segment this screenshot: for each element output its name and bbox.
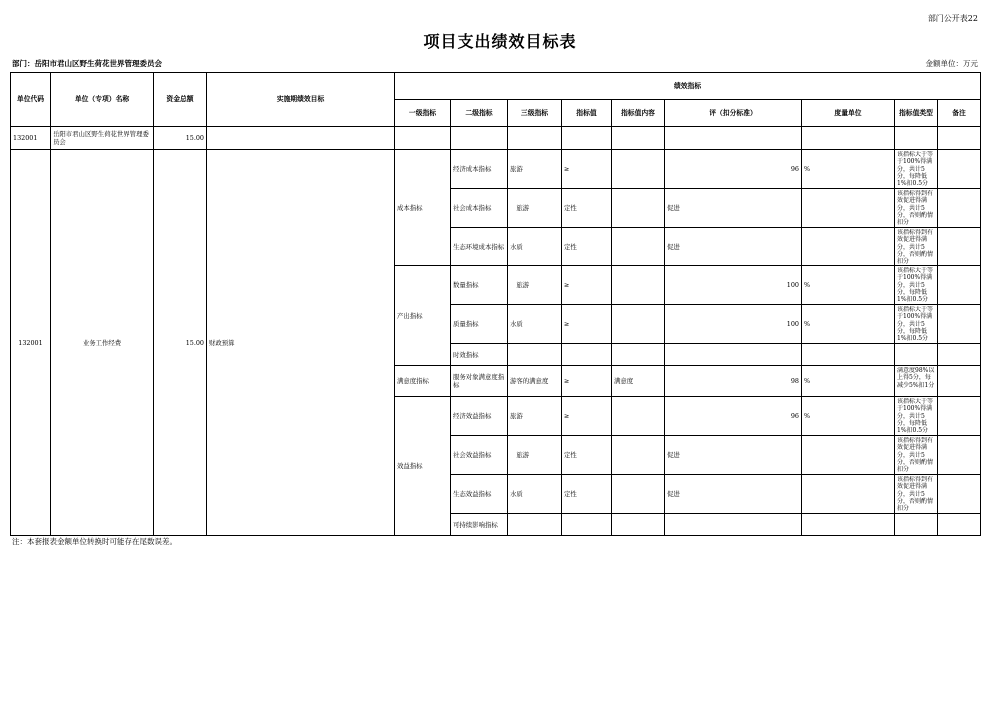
measure-unit: [802, 228, 895, 266]
level2-indicator: 经济成本指标: [451, 150, 508, 189]
measure-unit: %: [802, 266, 895, 305]
value-type-text: 满意度98%以上得5分，每减少5%扣1分: [897, 367, 935, 389]
level1-indicator: 成本指标: [395, 150, 451, 266]
level2-indicator: 生态环境成本指标: [451, 228, 508, 266]
value-type: [895, 344, 938, 366]
indicator-value-content: [612, 305, 665, 344]
remark: [938, 475, 981, 514]
measure-unit: [802, 475, 895, 514]
header-scoring: 评（扣分标准）: [665, 100, 802, 127]
measure-unit: %: [802, 366, 895, 397]
scoring-standard: 促进: [665, 436, 802, 475]
indicator-value-content: [612, 344, 665, 366]
scoring-standard: 促进: [665, 189, 802, 228]
project-code: 132001: [11, 150, 51, 536]
indicator-value-content: [612, 475, 665, 514]
header-goal: 实施期绩效目标: [207, 73, 395, 127]
indicator-value: ≥: [562, 366, 612, 397]
header-remark: 备注: [938, 100, 981, 127]
remark: [938, 305, 981, 344]
header-value-type: 指标值类型: [895, 100, 938, 127]
measure-unit: [802, 189, 895, 228]
level2-indicator: 经济效益指标: [451, 397, 508, 436]
level1-indicator: 满意度指标: [395, 366, 451, 397]
scoring-standard: 96: [665, 150, 802, 189]
page-corner-label: 部门公开表22: [927, 14, 978, 23]
header-total-funds: 资金总额: [154, 73, 207, 127]
scoring-standard: 促进: [665, 475, 802, 514]
indicator-value-content: [612, 514, 665, 536]
level2-indicator: 社会成本指标: [451, 189, 508, 228]
header-level1: 一级指标: [395, 100, 451, 127]
indicator-value-content: [612, 189, 665, 228]
scoring-standard: 促进: [665, 228, 802, 266]
value-type: [895, 514, 938, 536]
measure-unit: %: [802, 305, 895, 344]
level3-indicator: 旅游: [508, 436, 562, 475]
value-type-text: 该指标得到有效促进得满分，共计5分，否则酌情扣分: [897, 190, 934, 227]
level2-indicator: 数量指标: [451, 266, 508, 305]
header-level3: 三级指标: [508, 100, 562, 127]
scoring-standard: 100: [665, 266, 802, 305]
summary-row: [11, 127, 981, 150]
indicator-row: [11, 150, 981, 189]
amount-unit-label: 金额单位：万元: [925, 59, 978, 68]
department-label: 部门：岳阳市君山区野生荷花世界管理委员会: [12, 59, 162, 68]
measure-unit: [802, 514, 895, 536]
indicator-value-content: [612, 397, 665, 436]
header-value-content: 指标值内容: [612, 100, 665, 127]
scoring-standard: [665, 514, 802, 536]
scoring-standard: [665, 344, 802, 366]
scoring-standard: 96: [665, 397, 802, 436]
indicator-value-content: [612, 436, 665, 475]
level3-indicator: 水质: [508, 475, 562, 514]
indicator-value: [562, 514, 612, 536]
remark: [938, 228, 981, 266]
level3-indicator: 旅游: [508, 397, 562, 436]
footnote: 注：本套报表金额单位转换时可能存在尾数误差。: [12, 537, 177, 546]
indicator-value: 定性: [562, 436, 612, 475]
measure-unit: %: [802, 397, 895, 436]
level2-indicator: 质量指标: [451, 305, 508, 344]
performance-goal-table: [10, 72, 981, 536]
indicator-value: 定性: [562, 228, 612, 266]
level3-indicator: 水质: [508, 305, 562, 344]
value-type-text: [897, 515, 935, 535]
summary-amount: 15.00: [154, 127, 207, 150]
remark: [938, 436, 981, 475]
header-unit-code: 单位代码: [11, 73, 51, 127]
scoring-standard: 100: [665, 305, 802, 344]
measure-unit: [802, 436, 895, 475]
indicator-value-content: 满意度: [612, 366, 665, 397]
level3-indicator: 水质: [508, 228, 562, 266]
value-type-text: 该指标大于等于100%得满分，共计5分，每降低1%扣0.5分: [897, 267, 934, 304]
header-measure-unit: 度量单位: [802, 100, 895, 127]
header-level2: 二级指标: [451, 100, 508, 127]
value-type: [895, 228, 938, 266]
value-type: [895, 366, 938, 397]
indicator-value: ≥: [562, 397, 612, 436]
project-amount: 15.00: [154, 150, 207, 536]
summary-code: 132001: [11, 127, 51, 150]
level3-indicator: 旅游: [508, 266, 562, 305]
level1-indicator: 产出指标: [395, 266, 451, 366]
value-type: [895, 189, 938, 228]
indicator-value-content: [612, 228, 665, 266]
summary-name: 岳阳市君山区野生荷花世界管理委员会: [51, 127, 154, 150]
value-type-text: 该指标得到有效促进得满分，共计5分，否则酌情扣分: [897, 437, 934, 474]
value-type-text: 该指标大于等于100%得满分，共计5分，每降低1%扣0.5分: [897, 306, 934, 343]
level3-indicator: [508, 514, 562, 536]
indicator-value: ≥: [562, 305, 612, 344]
remark: [938, 366, 981, 397]
indicator-value: [562, 344, 612, 366]
level1-indicator: 效益指标: [395, 397, 451, 536]
level2-indicator: 服务对象满意度指标: [451, 366, 508, 397]
indicator-value: ≥: [562, 266, 612, 305]
indicator-value: 定性: [562, 475, 612, 514]
remark: [938, 397, 981, 436]
level3-indicator: 旅游: [508, 189, 562, 228]
indicator-value-content: [612, 150, 665, 189]
value-type-text: [897, 345, 935, 365]
indicator-value: ≥: [562, 150, 612, 189]
level3-indicator: [508, 344, 562, 366]
remark: [938, 514, 981, 536]
value-type: [895, 266, 938, 305]
measure-unit: [802, 344, 895, 366]
value-type: [895, 150, 938, 189]
value-type: [895, 305, 938, 344]
remark: [938, 189, 981, 228]
indicator-value-content: [612, 266, 665, 305]
value-type-text: 该指标得到有效促进得满分，共计5分，否则酌情扣分: [897, 476, 934, 513]
value-type: [895, 475, 938, 514]
scoring-standard: 98: [665, 366, 802, 397]
value-type: [895, 436, 938, 475]
value-type-text: 该指标大于等于100%得满分，共计5分，每降低1%扣0.5分: [897, 398, 934, 435]
level2-indicator: 可持续影响指标: [451, 514, 508, 536]
header-value: 指标值: [562, 100, 612, 127]
value-type-text: 该指标得到有效促进得满分，共计5分，否则酌情扣分: [897, 229, 934, 265]
header-unit-name: 单位（专项）名称: [51, 73, 154, 127]
remark: [938, 266, 981, 305]
header-performance-indicators: 绩效指标: [395, 73, 981, 100]
level3-indicator: 游客的满意度: [508, 366, 562, 397]
level3-indicator: 旅游: [508, 150, 562, 189]
value-type-text: 该指标大于等于100%得满分，共计5分，每降低1%扣0.5分: [897, 151, 934, 188]
level2-indicator: 生态效益指标: [451, 475, 508, 514]
indicator-value: 定性: [562, 189, 612, 228]
project-name: 业务工作经费: [51, 150, 154, 536]
level2-indicator: 社会效益指标: [451, 436, 508, 475]
remark: [938, 344, 981, 366]
page-title: 项目支出绩效目标表: [423, 32, 577, 51]
measure-unit: %: [802, 150, 895, 189]
remark: [938, 150, 981, 189]
level2-indicator: 时效指标: [451, 344, 508, 366]
project-goal: 财政预算: [207, 150, 395, 536]
value-type: [895, 397, 938, 436]
